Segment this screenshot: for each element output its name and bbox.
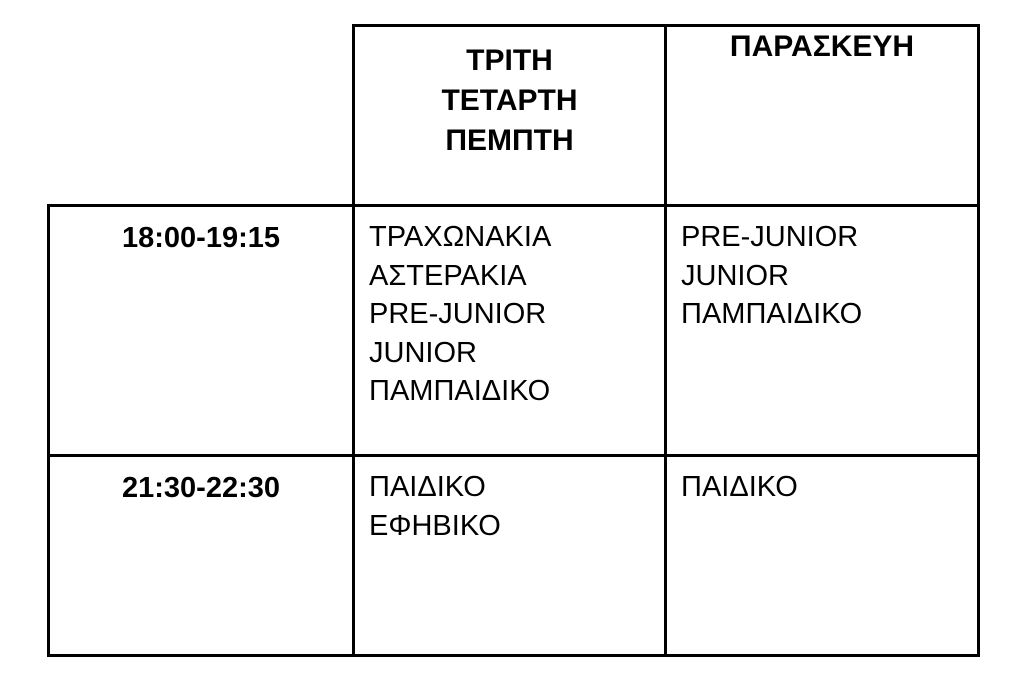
row-cell-friday — [666, 456, 979, 656]
row-time-cell — [49, 456, 354, 656]
schedule-table — [47, 24, 980, 657]
group-name: ΠΑΙΔΙΚΟ — [369, 471, 486, 503]
group-name: ΠΑΜΠΑΙΔΙΚΟ — [369, 375, 551, 408]
table-row — [49, 456, 979, 656]
column-header-line: ΤΕΤΑΡΤΗ — [441, 83, 578, 117]
group-name: ΑΣΤΕΡΑΚΙΑ — [369, 259, 527, 292]
table-corner-label — [49, 26, 353, 52]
column-header-line: ΠΕΜΠΤΗ — [445, 123, 574, 157]
group-name: ΤΡΑΧΩΝΑΚΙΑ — [369, 221, 552, 253]
row-cell-friday — [666, 206, 979, 456]
column-header-line: ΠΑΡΑΣΚΕΥΗ — [729, 30, 915, 63]
group-name: JUNIOR — [369, 336, 477, 369]
group-name: ΠΑΜΠΑΙΔΙΚΟ — [681, 298, 863, 331]
group-name: ΕΦΗΒΙΚΟ — [369, 509, 501, 542]
column-header-friday — [666, 26, 979, 206]
group-name: ΠΑΙΔΙΚΟ — [681, 471, 798, 503]
group-name: PRE-JUNIOR — [369, 298, 547, 331]
table-corner-cell — [49, 26, 354, 206]
row-time-label: 18:00-19:15 — [122, 222, 280, 254]
column-header-days-group — [354, 26, 666, 206]
row-time-cell — [49, 206, 354, 456]
group-name: PRE-JUNIOR — [681, 221, 859, 253]
table-header-row — [49, 26, 979, 206]
page-edge — [0, 677, 1024, 683]
row-cell-days-group — [354, 206, 666, 456]
table-row — [49, 206, 979, 456]
row-cell-days-group — [354, 456, 666, 656]
row-time-label: 21:30-22:30 — [122, 472, 280, 504]
column-header-line: ΤΡΙΤΗ — [466, 44, 553, 77]
group-name: JUNIOR — [681, 259, 789, 292]
